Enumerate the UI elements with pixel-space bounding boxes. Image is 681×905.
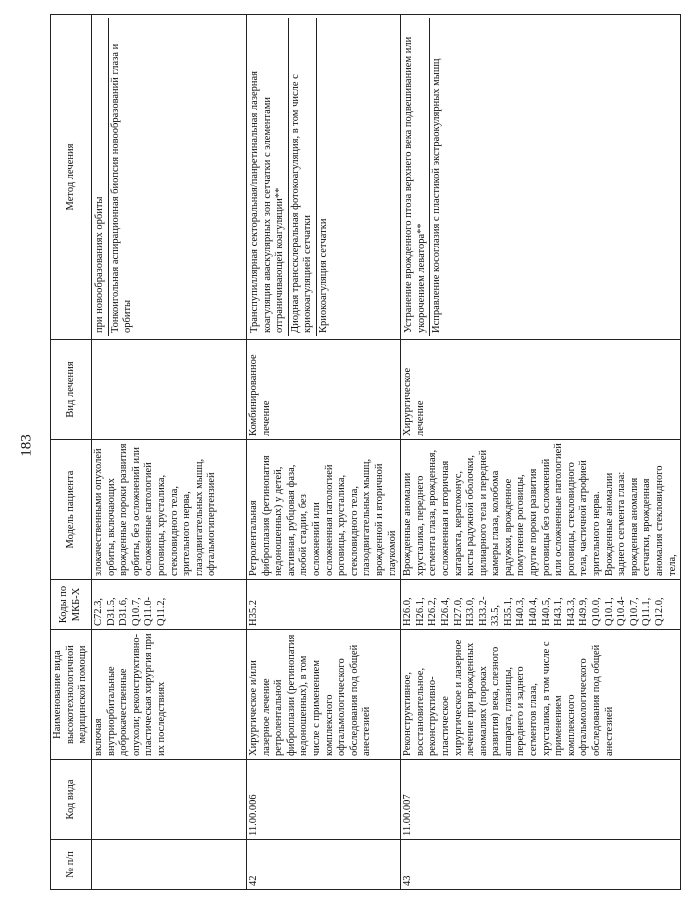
method-item: Диодная транссклеральная фотокоагуляция, в том числе с криокоагуляцией сетчатки <box>288 18 316 336</box>
method-item: при новообразованиях орбиты <box>94 196 105 333</box>
cell-name: Реконструктивное, восстановительное, реконструктивно-пластическое хирургическое и лазерное лечение при врожденных аномалиях (пороках развития) века, слезного аппарата, глазницы, переднего и заднего сегментов глаза, хрусталика, в том числе с применением комплексного офтальмологического обследования под общей анестезией <box>401 630 681 760</box>
cell-name: Хирургическое и/или лазерное лечение ретролентальной фиброплазии (ретинопатия недоношенных), в том числе с применением комплексного офтальмологического обследования под общей анестезией <box>247 630 401 760</box>
cell-methods <box>401 15 681 340</box>
table-row <box>401 15 681 890</box>
method-item: Криокоагуляция сетчатки <box>316 18 332 336</box>
header-method: Метод лечения <box>51 15 92 340</box>
method-item: Тонкоигольная аспирационная биопсия новообразований глаза и орбиты <box>108 18 136 336</box>
header-row <box>51 15 92 890</box>
cell-model: злокачественными опухолей орбиты, включающих врожденные пороки развития орбиты, без осложнений или осложненные патологией роговицы, хрусталика, стекловидного тела, зрительного нерва, глазодвигательных мышц, офтальмогипертензией <box>92 440 247 580</box>
cell-code: 11.00.006 <box>247 760 401 840</box>
cell-model: Врожденные аномалии хрусталика, переднего сегмента глаза, врожденная, осложненная и вторичная катаракта, кератоконус, кисты радужной оболочки, цилиарного тела и передней камеры глаза, колобома радужки, врожденное помутнение роговицы, другие пороки развития роговицы без осложнений или осложненные патологией роговицы, стекловидного тела, частичной атрофией зрительного нерва. Врожденные аномалии заднего сегмента глаза: врожденная аномалия сетчатки, врожденная аномалия стекловидного тела, <box>401 440 681 580</box>
header-type: Вид лечения <box>51 340 92 440</box>
method-item: Исправление косоглазия с пластикой экстраокулярных мышц <box>429 18 445 336</box>
cell-name: включая внутриорбитальные доброкачественные опухоли; реконструктивно-пластическая хирургия при их последствиях <box>92 630 247 760</box>
cell-icd: H26.0, H26.1, H26.2, H26.4, H27.0, H33.0, H33.2- 33.5, H35.1, H40.3, H40.4, H40.5, H43.1, H43.3, H49.9, Q10.0, Q10.1, Q10.4- Q10.7, Q11.1, Q12.0, <box>401 580 681 630</box>
cell-type: Комбинированное лечение <box>247 340 401 440</box>
header-icd: Коды по МКБ-Х <box>51 580 92 630</box>
cell-type: Хирургическое лечение <box>401 340 681 440</box>
cell-icd: H35.2 <box>247 580 401 630</box>
table-row <box>247 15 401 890</box>
table-row <box>92 15 247 890</box>
cell-type <box>92 340 247 440</box>
cell-icd: C72.3, D31.5, D31.6, Q10.7, Q11.0- Q11.2, <box>92 580 247 630</box>
header-code: Код вида <box>51 760 92 840</box>
cell-model: Ретролентальная фиброплазия (ретинопатия недоношенных) у детей, активная, рубцовая фаза, любой стадии, без осложнений или осложненная патологией роговицы, хрусталика, стекловидного тела, глазодвигательных мышц, врожденной и вторичной глаукомой <box>247 440 401 580</box>
header-name: Наименование вида высокотехнологичной медицинской помощи <box>51 630 92 760</box>
header-model: Модель пациента <box>51 440 92 580</box>
rotated-page <box>50 15 678 890</box>
page-number: 183 <box>18 434 35 457</box>
vmp-table <box>50 14 681 890</box>
header-num: № п/п <box>51 840 92 890</box>
method-item: Устранение врожденного птоза верхнего века подвешиванием или укорочением леватора** <box>403 36 427 333</box>
cell-methods <box>92 15 247 340</box>
cell-num: 42 <box>247 840 401 890</box>
method-item: Транспупиллярная секторальная/панретинальная лазерная коагуляция аваскулярных зон сетчатки с элементами отграничивающей коагуляции** <box>249 71 286 333</box>
cell-code <box>92 760 247 840</box>
cell-num <box>92 840 247 890</box>
cell-num: 43 <box>401 840 681 890</box>
cell-methods <box>247 15 401 340</box>
cell-code: 11.00.007 <box>401 760 681 840</box>
